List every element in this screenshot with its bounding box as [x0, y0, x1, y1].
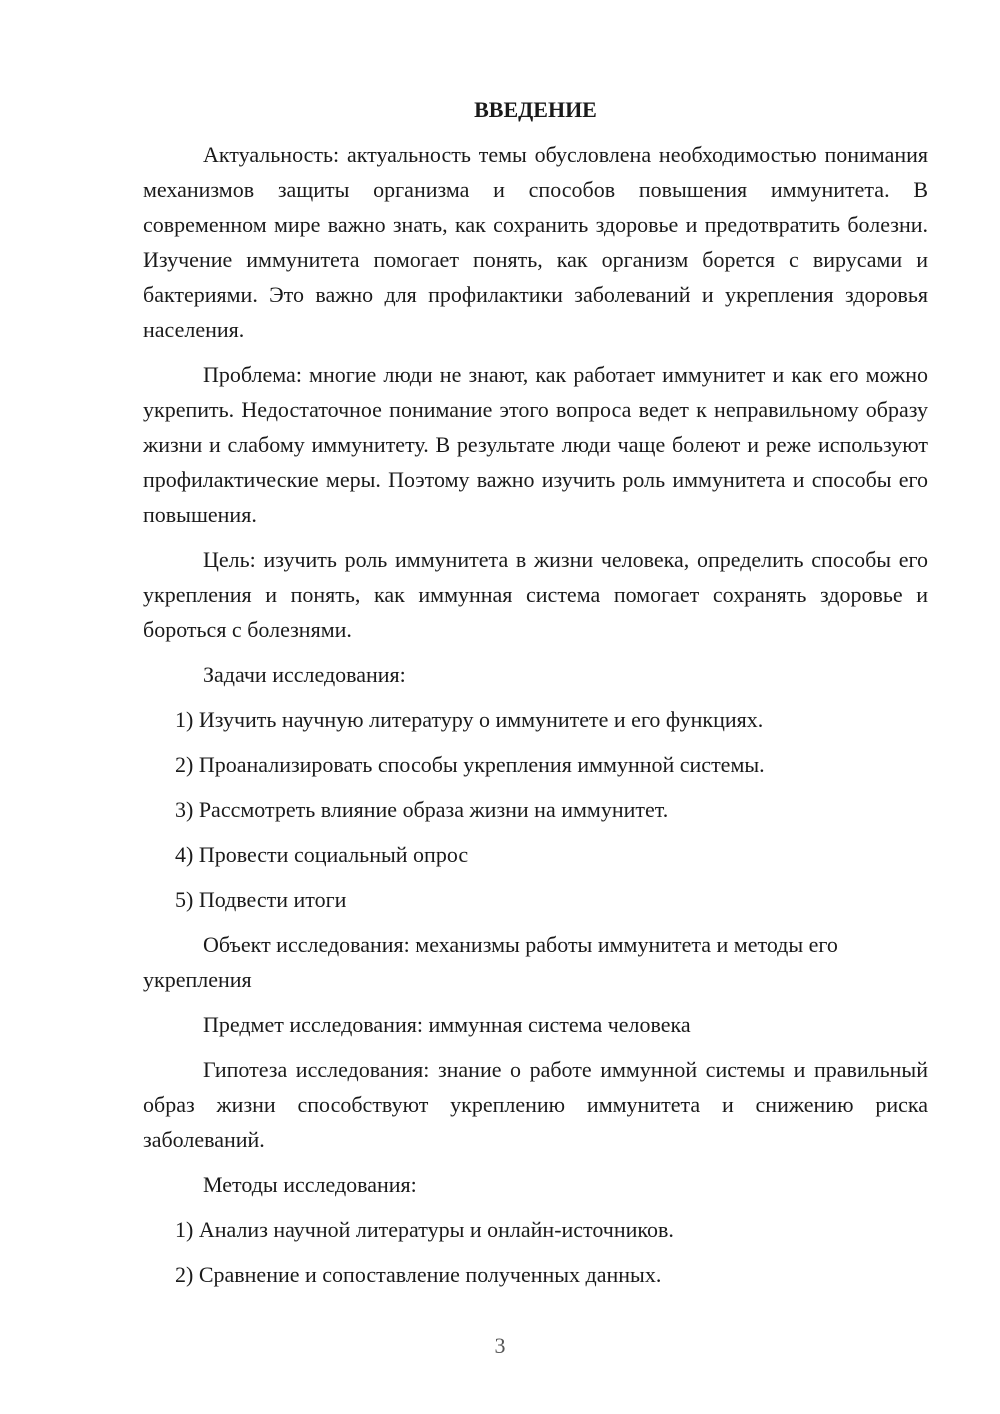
method-item: 2) Сравнение и сопоставление полученных данных.: [175, 1262, 662, 1287]
hypothesis-paragraph: Гипотеза исследования: знание о работе иммунной системы и правильный образ жизни способствуют укреплению иммунитета и снижению риска заболеваний.: [143, 1057, 928, 1152]
method-item: 1) Анализ научной литературы и онлайн-источников.: [175, 1217, 674, 1242]
problem-paragraph: Проблема: многие люди не знают, как работает иммунитет и как его можно укрепить. Недостаточное понимание этого вопроса ведет к неправильному образу жизни и слабому иммунитету. В результате люди чаще болеют и реже используют профилактические меры. Поэтому важно изучить роль иммунитета и способы его повышения.: [143, 362, 928, 527]
page-number: 3: [494, 1333, 506, 1358]
task-item: 3) Рассмотреть влияние образа жизни на иммунитет.: [175, 797, 669, 822]
object-paragraph: Объект исследования: механизмы работы иммунитета и методы его укрепления: [143, 932, 838, 992]
task-item: 5) Подвести итоги: [175, 887, 347, 912]
subject-paragraph: Предмет исследования: иммунная система человека: [203, 1012, 691, 1037]
task-item: 4) Провести социальный опрос: [175, 842, 469, 867]
methods-heading: Методы исследования:: [203, 1172, 417, 1197]
page-title: ВВЕДЕНИЕ: [474, 97, 597, 122]
document-page: [143, 92, 928, 1302]
relevance-paragraph: Актуальность: актуальность темы обусловлена необходимостью понимания механизмов защиты организма и способов повышения иммунитета. В современном мире важно знать, как сохранить здоровье и предотвратить болезни. Изучение иммунитета помогает понять, как организм борется с вирусами и бактериями. Это важно для профилактики заболеваний и укрепления здоровья населения.: [143, 142, 928, 342]
tasks-heading: Задачи исследования:: [203, 662, 406, 687]
task-item: 1) Изучить научную литературу о иммунитете и его функциях.: [175, 707, 764, 732]
task-item: 2) Проанализировать способы укрепления иммунной системы.: [175, 752, 765, 777]
goal-paragraph: Цель: изучить роль иммунитета в жизни человека, определить способы его укрепления и понять, как иммунная система помогает сохранять здоровье и бороться с болезнями.: [143, 547, 928, 642]
